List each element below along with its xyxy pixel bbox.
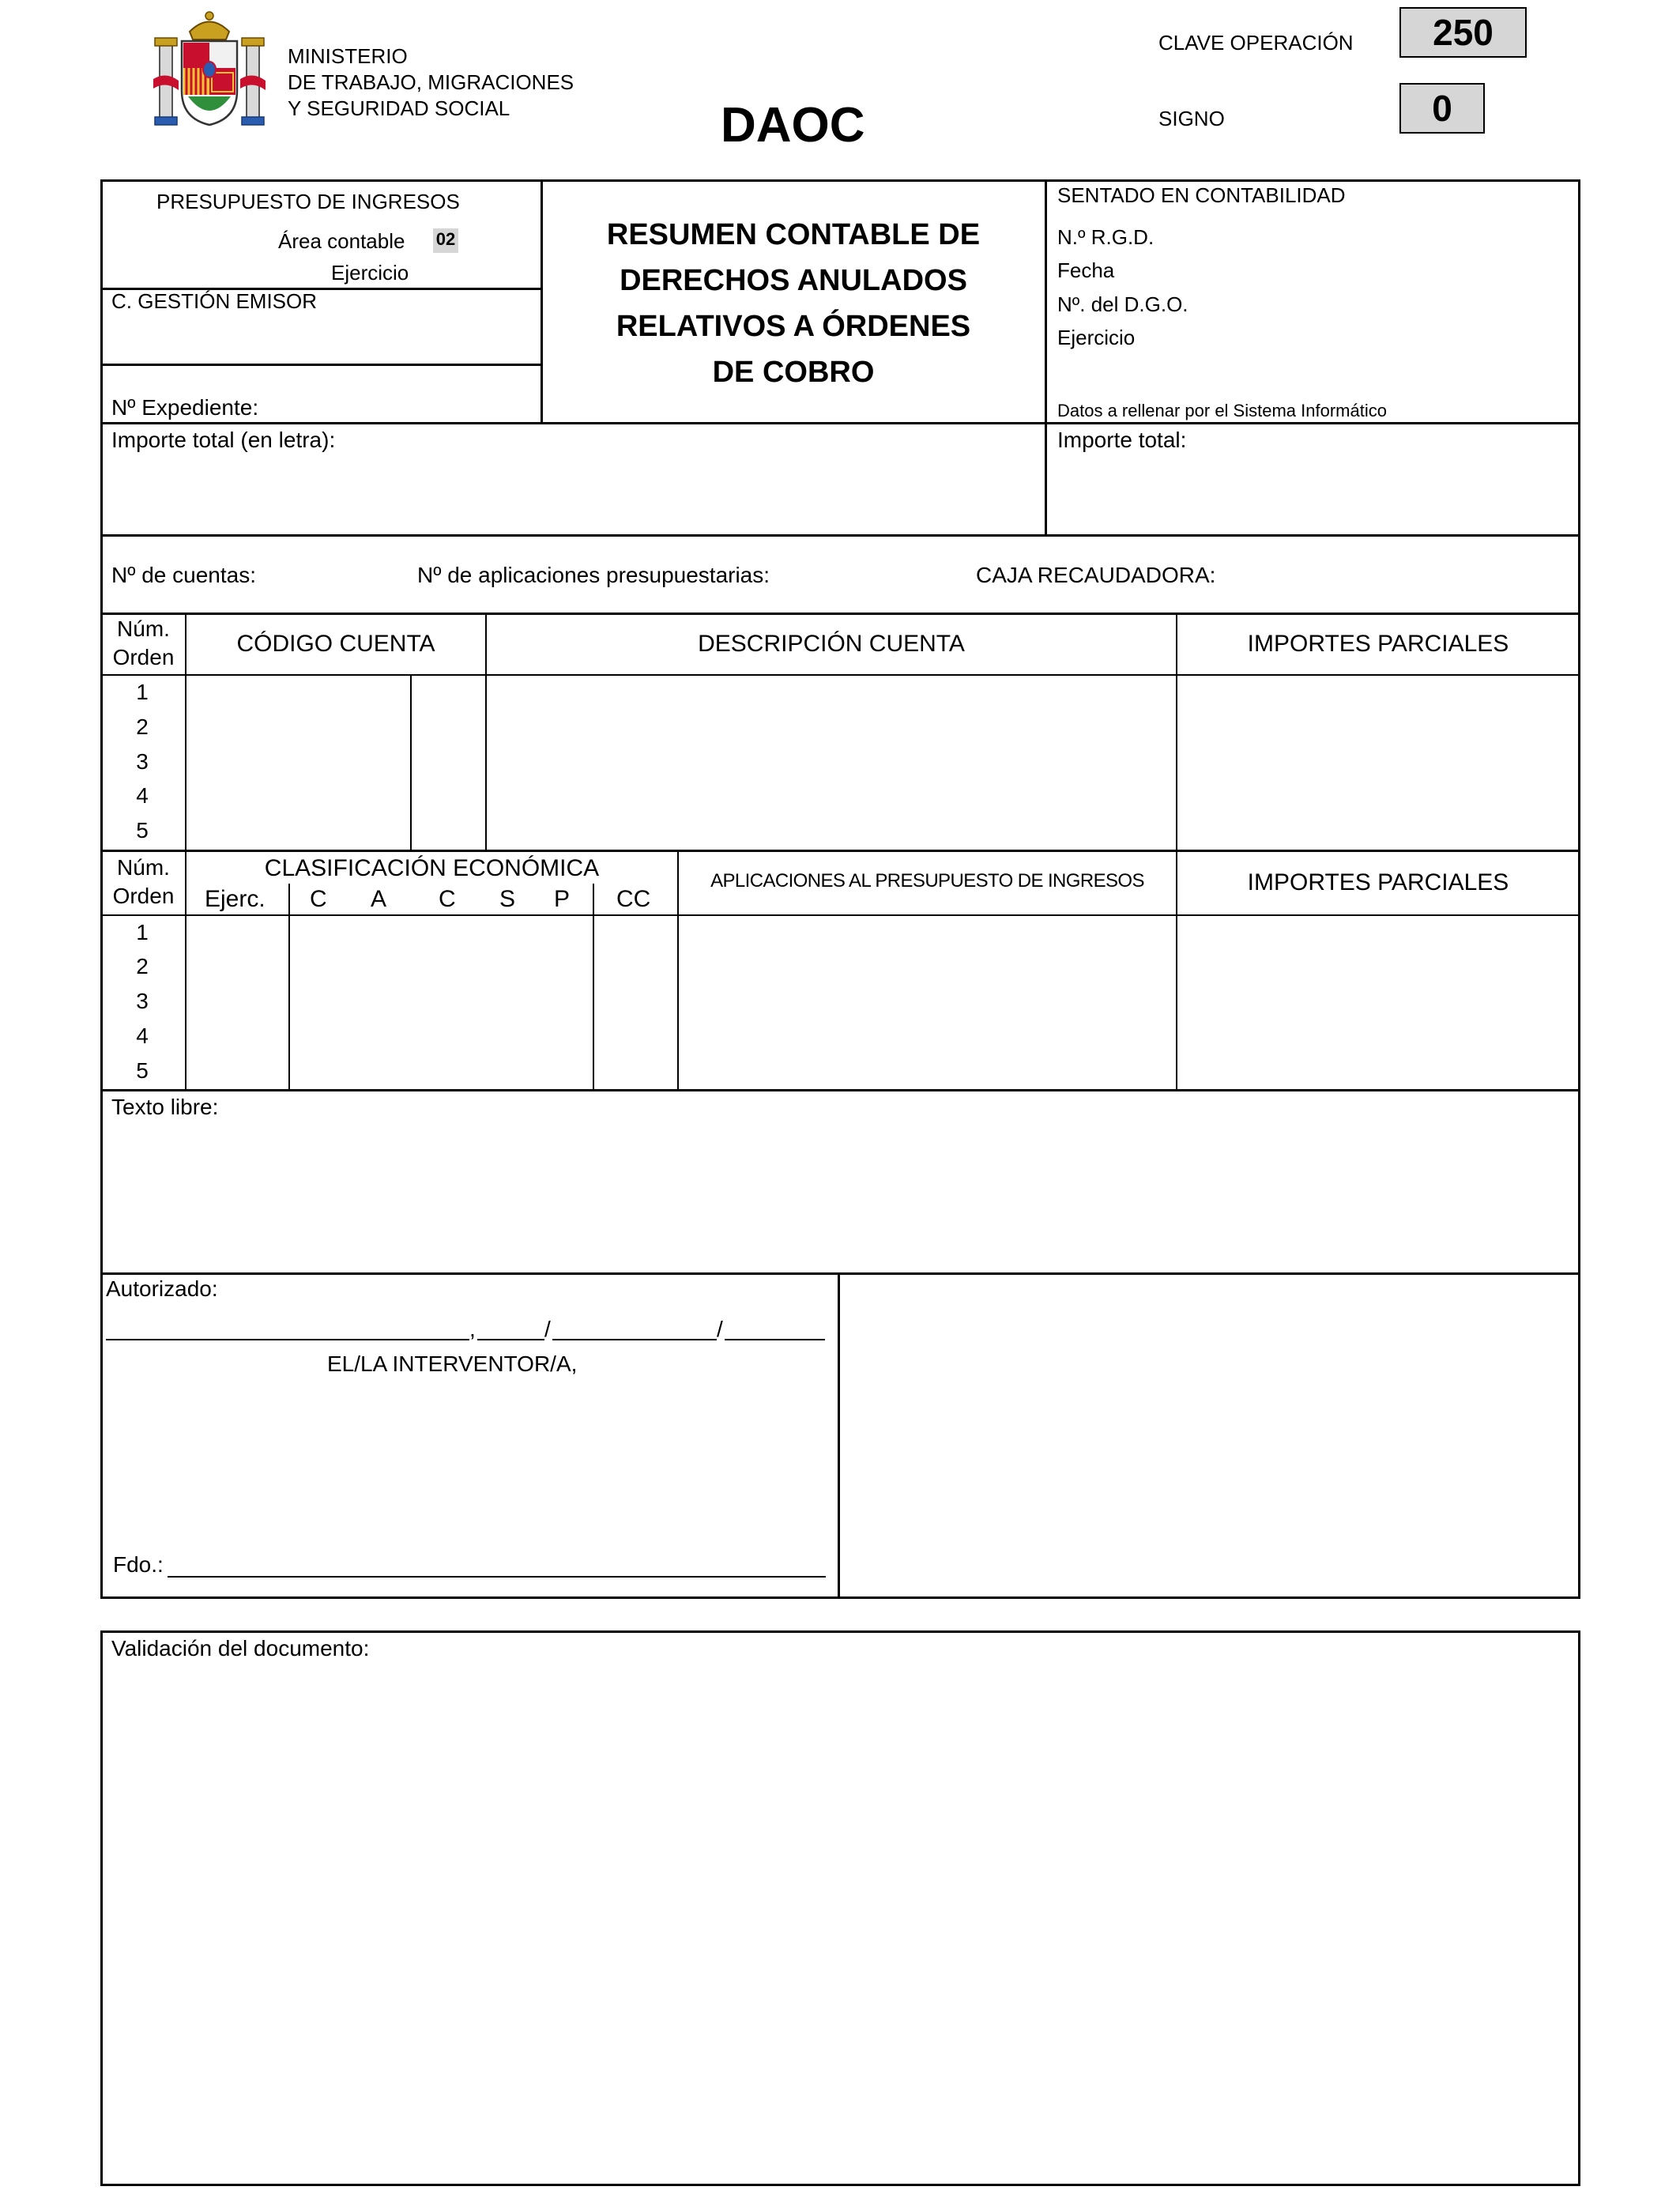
clave-operacion-value: 250 [1399,7,1527,58]
ministry-line-2: DE TRABAJO, MIGRACIONES [288,70,574,94]
sistema-note: Datos a rellenar por el Sistema Informático [1057,401,1387,420]
validacion-frame [100,1630,1580,2186]
t1-row-number: 5 [136,818,149,843]
date-slash-1: / [544,1317,551,1341]
divider [100,534,1580,537]
ministry-line-3: Y SEGURIDAD SOCIAL [288,96,510,120]
divider [100,674,1580,676]
divider [100,1272,1580,1275]
autorizado-label: Autorizado: [106,1276,218,1301]
t2-clasificacion-header: CLASIFICACIÓN ECONÓMICA [264,855,600,881]
t1-row-number: 1 [136,680,149,704]
num-aplicaciones-label: Nº de aplicaciones presupuestarias: [417,563,770,587]
t2-row-number: 5 [136,1058,149,1083]
divider [593,884,594,1089]
t2-c1-header: C [310,886,327,912]
t2-c2-header: C [439,886,456,912]
t2-p-header: P [554,886,571,912]
sentado-label: SENTADO EN CONTABILIDAD [1057,183,1346,207]
ministry-line-1: MINISTERIO [288,44,408,68]
t2-s-header: S [499,886,516,912]
rgd-label: N.º R.G.D. [1057,225,1155,249]
t1-num-header-1: Núm. [117,616,170,641]
signature-line[interactable] [168,1576,826,1578]
divider [100,914,1580,916]
title-line-3: RELATIVOS A ÓRDENES [616,310,971,343]
t1-codigo-header: CÓDIGO CUENTA [236,631,435,657]
t2-ejerc-header: Ejerc. [205,886,266,912]
divider [100,364,541,366]
t1-importes-header: IMPORTES PARCIALES [1247,631,1509,657]
t2-row-number: 1 [136,920,149,944]
interventor-label: EL/LA INTERVENTOR/A, [327,1351,578,1376]
divider [100,1089,1580,1091]
t2-num-header-2: Orden [112,884,175,908]
date-slash-2: / [717,1317,723,1341]
area-contable-label: Área contable [278,229,405,253]
day-line[interactable] [477,1339,544,1340]
t2-a-header: A [371,886,387,912]
t2-aplicaciones-header: APLICACIONES AL PRESUPUESTO DE INGRESOS [710,870,1144,892]
expediente-label: Nº Expediente: [111,395,259,420]
t1-num-header-2: Orden [112,645,175,669]
t1-row-number: 2 [136,714,149,739]
t2-num-header-1: Núm. [117,855,170,880]
title-line-4: DE COBRO [712,356,875,389]
month-line[interactable] [552,1339,717,1340]
divider [838,1272,840,1599]
t2-row-number: 3 [136,989,149,1013]
t2-cc-header: CC [616,886,651,912]
area-contable-value: 02 [433,228,458,253]
importe-total-label: Importe total: [1057,428,1187,452]
t2-row-number: 4 [136,1023,149,1048]
fecha-label: Fecha [1057,258,1115,282]
divider [100,613,1580,615]
divider [100,850,1580,852]
num-cuentas-label: Nº de cuentas: [111,563,256,587]
title-line-1: RESUMEN CONTABLE DE [606,218,981,251]
coat-of-arms-logo [150,8,269,130]
t2-importes-header: IMPORTES PARCIALES [1247,869,1509,895]
divider [288,884,290,1089]
dgo-label: Nº. del D.G.O. [1057,292,1188,316]
date-comma: , [469,1317,476,1341]
gestion-emisor-label: C. GESTIÓN EMISOR [111,289,318,313]
validacion-label: Validación del documento: [111,1636,370,1661]
signo-value: 0 [1399,83,1485,134]
importe-letra-label: Importe total (en letra): [111,428,336,452]
ejercicio-label: Ejercicio [331,261,409,285]
texto-libre-label: Texto libre: [111,1095,219,1119]
t1-descripcion-header: DESCRIPCIÓN CUENTA [698,631,965,657]
ejercicio-contable-label: Ejercicio [1057,326,1136,349]
signo-label: SIGNO [1158,107,1225,130]
divider [1045,179,1047,536]
caja-recaudadora-label: CAJA RECAUDADORA: [976,563,1216,587]
title-line-2: DERECHOS ANULADOS [620,264,967,297]
clave-operacion-label: CLAVE OPERACIÓN [1158,31,1354,55]
divider [100,422,1580,424]
divider [185,850,186,1089]
fdo-label: Fdo.: [113,1552,164,1577]
place-line[interactable] [106,1339,469,1340]
t2-row-number: 2 [136,954,149,978]
document-code: DAOC [721,98,865,153]
year-line[interactable] [725,1339,825,1340]
divider [410,674,412,850]
t1-row-number: 4 [136,783,149,808]
presupuesto-label: PRESUPUESTO DE INGRESOS [156,190,460,213]
t1-row-number: 3 [136,749,149,774]
